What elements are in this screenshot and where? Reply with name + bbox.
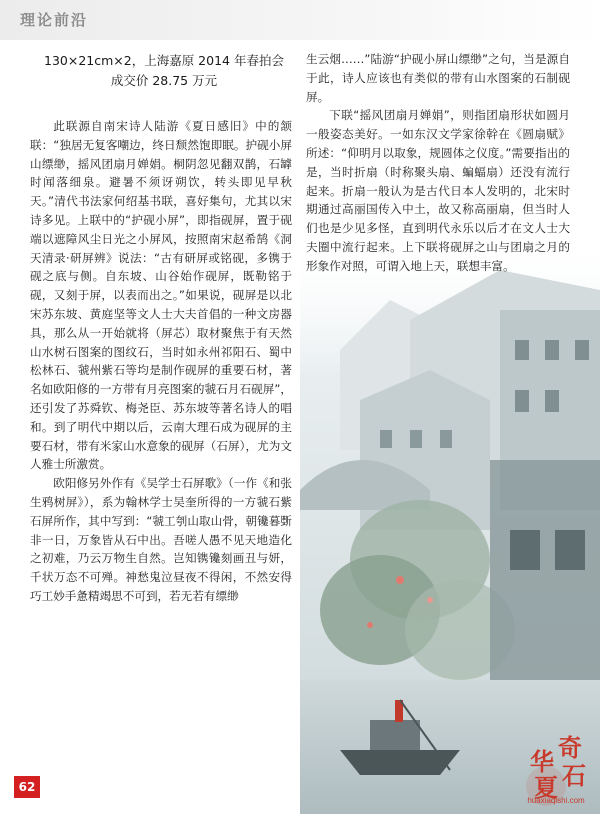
svg-text:华: 华 [530,747,554,776]
logo-url: huaxiaqishi.com [527,796,585,805]
paragraph: 欧阳修另外作有《吴学士石屏歌》（一作《和张生鸦树屏》），系为翰林学士吴奎所得的一方虢石紫石屏所作，其中写到：“虢工刳山取山骨，朝镵暮斲非一日，万象皆从石中出。吾嗟人愚不见天地造化之初难，乃云万物生自然。岂知镌镵刻画丑与妍，千状万态不可殚。神愁鬼泣昼夜不得闲，不然安得巧工妙手惫精竭思不可到，若无若有缥缈 [30,476,292,603]
svg-text:夏: 夏 [534,773,558,802]
svg-text:石: 石 [562,761,586,790]
paragraph: 下联“摇风团扇月婵娟”，则指团扇形状如圆月一般姿态美好。一如东汉文学家徐幹在《圆扇赋》所述：“仰明月以取象，规圆体之仪度。”需要指出的是，当时折扇（时称聚头扇、蝙蝠扇）还没有流行起来。折扇一般认为是古代日本人发明的，北宋时期通过高丽国传入中土，故又称高丽扇，但当时人们也是少见多怪，直到明代永乐以后才在文人士大夫圈中流行起来。上下联将砚屏之山与团扇之月的形象作对照，可谓入地上天，联想丰富。 [306,108,570,273]
header-bar [0,0,600,40]
caption-line-size-auction: 130×21cm×2，上海嘉原 2014 年春拍会 [44,53,284,68]
section-title: 理论前沿 [20,11,89,29]
page-number: 62 [14,776,40,798]
svg-text:奇: 奇 [558,733,582,762]
right-text-column [306,50,570,276]
left-text-column [30,117,292,606]
paragraph: 生云烟……”陆游“护砚小屏山缥缈”之句，当是源自于此，诗人应该也有类似的带有山水图案的石制砚屏。 [306,52,570,104]
paragraph: 此联源自南宋诗人陆游《夏日感旧》中的颔联：“独居无复客嘲边，终日颓然饱即眠。护砚小屏山缥缈，摇风团扇月婵娟。桐阴忽见翻双鹊，石罅时闻落细泉。避暑不须讶朔饮，转头即见早秋天。”清代书法家何绍基书联，喜好集句，尤其以宋诗多见。上联中的“护砚小屏”，即指砚屏，置于砚端以遮障风尘日光之小屏风，按照南宋赵希鹄《洞天清录·研屏辨》说法：“古有研屏或铭砚，多镌于砚之底与侧。自东坡、山谷始作砚屏，既勒铭于砚，又刻于屏，以表而出之。”如果说，砚屏是以北宋苏东坡、黄庭坚等文人士大夫首倡的一种文房器具，那么从一开始就将（屏芯）取材聚焦于有天然山水树石图案的图纹石，当时如永州祁阳石、蜀中松林石、虢州紫石等均是制作砚屏的重要石材，著名如欧阳修的一方带有月亮图案的虢石月石砚屏”，还引发了苏舜钦、梅尧臣、苏东坡等著名诗人的唱和。到了明代中期以后，云南大理石成为砚屏的主要石材，带有米家山水意象的砚屏（石屏），尤为文人雅士所激赏。 [30,119,292,472]
caption-line-price: 成交价 28.75 万元 [110,73,218,88]
artwork-caption [40,51,288,91]
